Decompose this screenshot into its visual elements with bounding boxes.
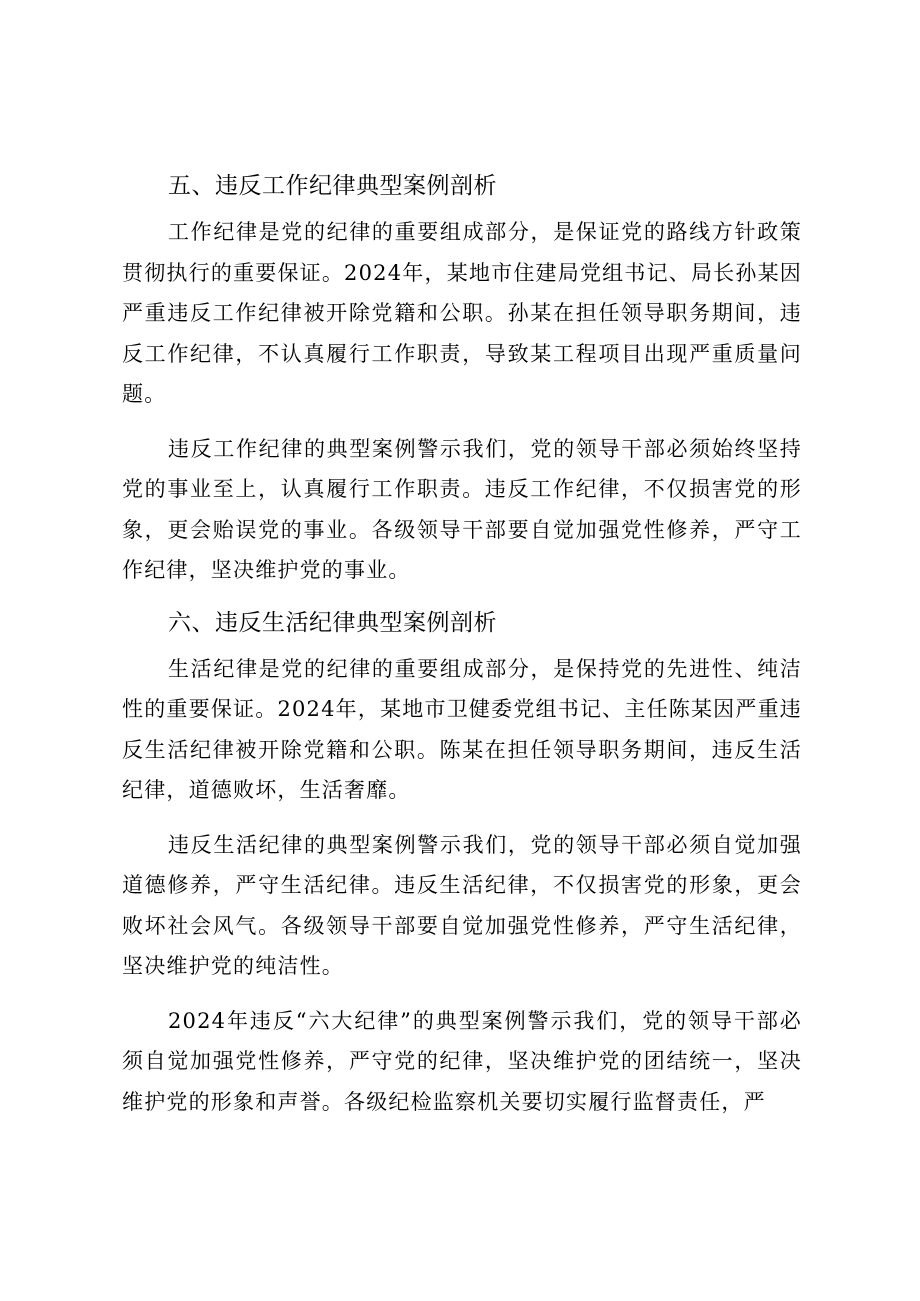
section-6-paragraph-2: 违反生活纪律的典型案例警示我们，党的领导干部必须自觉加强道德修养，严守生活纪律。违反生活纪律，不仅损害党的形象，更会败坏社会风气。各级领导干部要自觉加强党性修养，严守生活纪律，坚决维护党的纯洁性。 [122, 832, 802, 978]
section-5-heading: 五、违反工作纪律典型案例剖析 [168, 173, 497, 199]
section-6-heading: 六、违反生活纪律典型案例剖析 [168, 609, 497, 636]
section-5-paragraph-1: 工作纪律是党的纪律的重要组成部分，是保证党的路线方针政策贯彻执行的重要保证。2024年，某地市住建局党组书记、局长孙某因严重违反工作纪律被开除党籍和公职。孙某在担任领导职务期间，违反工作纪律，不认真履行工作职责，导致某工程项目出现严重质量问题。 [122, 220, 802, 406]
conclusion-paragraph: 2024年违反“六大纪律”的典型案例警示我们，党的领导干部必须自觉加强党性修养，严守党的纪律，坚决维护党的团结统一，坚决维护党的形象和声誉。各级纪检监察机关要切实履行监督责任，严 [122, 1008, 802, 1114]
section-6-paragraph-1: 生活纪律是党的纪律的重要组成部分，是保持党的先进性、纯洁性的重要保证。2024年，某地市卫健委党组书记、主任陈某因严重违反生活纪律被开除党籍和公职。陈某在担任领导职务期间，违反生活纪律，道德败坏，生活奢靡。 [122, 656, 802, 802]
document-body [122, 166, 802, 1136]
section-5-paragraph-2: 违反工作纪律的典型案例警示我们，党的领导干部必须始终坚持党的事业至上，认真履行工作职责。违反工作纪律，不仅损害党的形象，更会贻误党的事业。各级领导干部要自觉加强党性修养，严守工作纪律，坚决维护党的事业。 [122, 436, 802, 582]
